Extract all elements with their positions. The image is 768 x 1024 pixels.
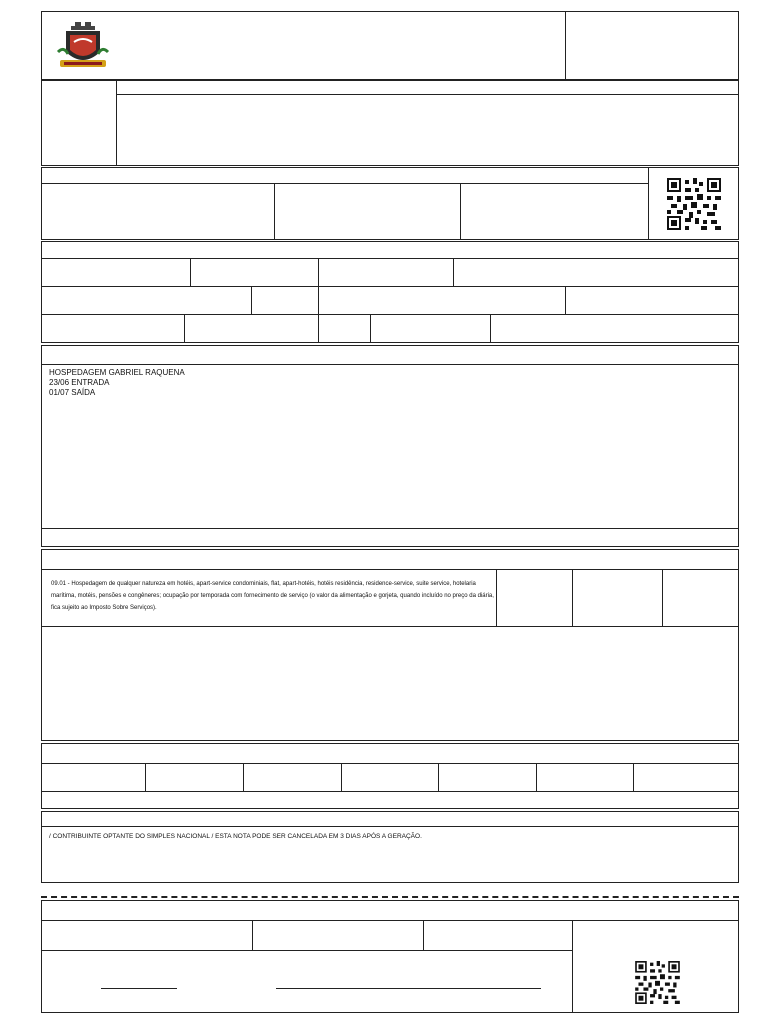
stub-row-line [41,950,572,951]
values-row-bottom [41,791,739,792]
provider-block [41,241,739,343]
stub-qr-divider [572,920,573,1013]
header-divider [565,11,566,80]
discrimination-title-line [41,364,739,365]
stub-title-line [41,920,739,921]
emitter-block [41,80,739,166]
service-col [662,569,663,626]
provider-r3-col [318,314,319,343]
qr-code-icon [667,178,721,230]
provider-r1-col [318,258,319,286]
qr-divider [648,167,649,240]
date-signature-line [101,988,177,989]
values-col [438,763,439,791]
values-col [341,763,342,791]
provider-r2-col [565,286,566,314]
discrimination-bottom-line [41,528,739,529]
provider-row-line-1 [41,286,739,287]
values-col [633,763,634,791]
service-col [496,569,497,626]
observations-block [41,811,739,883]
recipient-block [41,167,739,240]
provider-r1-col [190,258,191,286]
provider-r1-col [453,258,454,286]
service-row-bottom [41,626,739,627]
qr-code-icon [634,961,681,1004]
provider-r2-col [251,286,252,314]
coat-of-arms-logo [56,22,110,72]
provider-row-line-2 [41,314,739,315]
header-block [41,11,739,80]
recipient-title-line [41,183,649,184]
provider-r3-col [490,314,491,343]
cut-line [41,896,739,898]
emitter-divider [116,80,117,166]
service-col [572,569,573,626]
provider-r3-col [370,314,371,343]
service-description: 09.01 - Hospedagem de qualquer natureza em hotéis, apart-service condominiais, flat, apart-hotéis, hotéis residência, residence-service, suite service, hotelaria marítima, motéis, pensões e congêneres; ocupação por temporada com fornecimento de serviço (o valor da alimentação e gorjeta, quando incluído no preço da diária, fica sujeito ao Imposto Sobre Serviços). [51,581,494,611]
recipient-col-1 [274,183,275,240]
observations-title-line [41,826,739,827]
provider-r2-col [318,286,319,314]
discrimination-text: HOSPEDAGEM GABRIEL RAQUENA 23/06 ENTRADA 01/07 SAÍDA [49,368,185,397]
receiver-signature-line [276,988,541,989]
emitter-title-line [116,94,739,95]
stub-col [252,920,253,950]
values-col [536,763,537,791]
observations-text: / CONTRIBUINTE OPTANTE DO SIMPLES NACIONAL / ESTA NOTA PODE SER CANCELADA EM 3 DIAS APÓS A GERAÇÃO. [49,833,422,840]
provider-r3-col [184,314,185,343]
stub-col [423,920,424,950]
provider-title-line [41,258,739,259]
values-col [243,763,244,791]
values-col [145,763,146,791]
recipient-col-2 [460,183,461,240]
service-title-line [41,569,739,570]
